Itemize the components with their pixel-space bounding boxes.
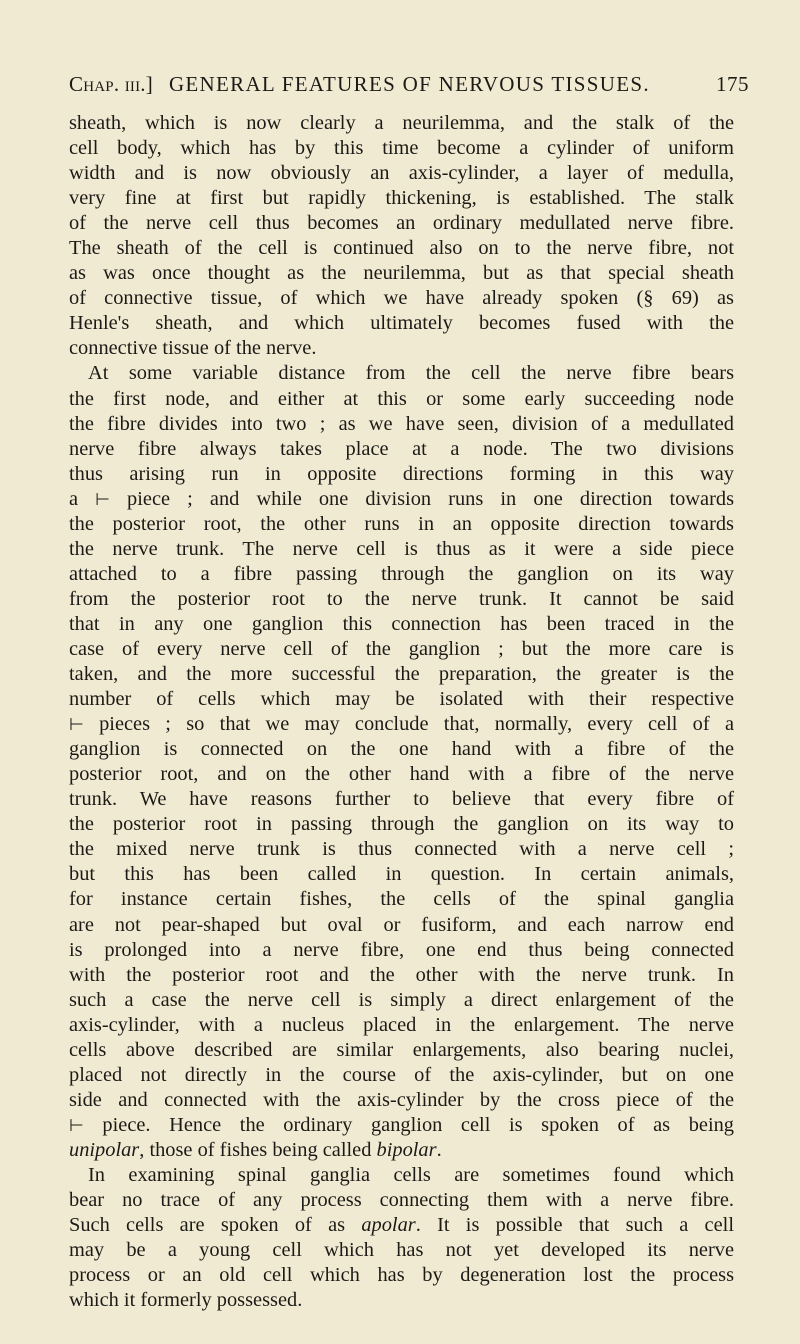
- text-line: [69, 1288, 734, 1313]
- text-run: the posterior root in passing through the ganglion on its way to: [69, 813, 734, 836]
- text-line: [69, 487, 734, 512]
- text-run: . It is possible that such a cell: [415, 1214, 734, 1237]
- text-run: side and connected with the axis-cylinder by the cross piece of the: [69, 1088, 734, 1111]
- text-run: but this has been called in question. In certain animals,: [69, 863, 734, 886]
- text-line: [69, 737, 734, 762]
- text-run: cells above described are similar enlargements, also bearing nuclei,: [69, 1038, 734, 1061]
- text-line: [69, 938, 734, 963]
- text-run: piece. Hence the ordinary ganglion cell is spoken of as being: [83, 1113, 734, 1136]
- text-run: At some variable distance from the cell the nerve fibre bears: [88, 362, 734, 385]
- text-run: of the nerve cell thus becomes an ordinary medullated nerve fibre.: [69, 212, 734, 235]
- text-run: bear no trace of any process connecting them with a nerve fibre.: [69, 1189, 734, 1212]
- text-line: [69, 862, 734, 887]
- text-run: which it formerly possessed.: [69, 1289, 303, 1312]
- t-piece-symbol: ⊢: [69, 1115, 84, 1136]
- text-line: [69, 612, 734, 637]
- text-line: [69, 662, 734, 687]
- text-line: [69, 1163, 734, 1188]
- text-run: with the posterior root and the other with the nerve trunk. In: [69, 963, 734, 986]
- text-line: [69, 311, 734, 336]
- text-run: sheath, which is now clearly a neurilemma, and the stalk of the: [69, 112, 734, 134]
- text-run: the nerve trunk. The nerve cell is thus as it were a side piece: [69, 537, 734, 560]
- body-text: [69, 111, 734, 1313]
- text-run: trunk. We have reasons further to believe that every fibre of: [69, 788, 734, 811]
- italic-term: bipolar: [376, 1138, 437, 1161]
- running-head: [69, 66, 749, 102]
- text-line: [69, 1038, 734, 1063]
- text-run: may be a young cell which has not yet developed its nerve: [69, 1239, 734, 1262]
- text-line: [69, 336, 734, 361]
- text-run: such a case the nerve cell is simply a direct enlargement of the: [69, 988, 734, 1011]
- text-run: nerve fibre always takes place at a node. The two divisions: [69, 437, 734, 460]
- text-line: [69, 1188, 734, 1213]
- page-title: GENERAL FEATURES OF NERVOUS TISSUES.: [168, 72, 650, 96]
- text-run: width and is now obviously an axis-cylinder, a layer of medulla,: [69, 162, 734, 185]
- text-line: [69, 787, 734, 812]
- text-line: [69, 1213, 734, 1238]
- text-line: [69, 1013, 734, 1038]
- text-line: [69, 1088, 734, 1113]
- text-line: [69, 988, 734, 1013]
- text-run: piece ; and while one division runs in one direction towards: [109, 487, 735, 510]
- text-line: [69, 261, 734, 286]
- text-run: , those of fishes being called: [139, 1138, 377, 1161]
- page-number: 175: [716, 72, 749, 96]
- text-run: as was once thought as the neurilemma, but as that special sheath: [69, 262, 734, 285]
- text-line: [69, 1063, 734, 1088]
- text-run: .: [436, 1138, 442, 1161]
- text-run: placed not directly in the course of the axis-cylinder, but on one: [69, 1063, 734, 1086]
- text-line: [69, 963, 734, 988]
- text-run: are not pear-shaped but oval or fusiform, and each narrow end: [69, 913, 734, 936]
- text-run: that in any one ganglion this connection has been traced in the: [69, 612, 734, 635]
- text-run: number of cells which may be isolated with their respective: [69, 688, 734, 711]
- text-line: [69, 361, 734, 386]
- text-run: from the posterior root to the nerve trunk. It cannot be said: [69, 587, 734, 610]
- text-run: The sheath of the cell is continued also on to the nerve fibre, not: [69, 237, 734, 260]
- chapter-label: Chap. iii.]: [69, 72, 153, 96]
- text-line: [69, 161, 734, 186]
- text-run: Such cells are spoken of as: [69, 1214, 362, 1237]
- text-line: [69, 687, 734, 712]
- text-run: attached to a fibre passing through the ganglion on its way: [69, 562, 734, 585]
- text-run: ganglion is connected on the one hand with a fibre of the: [69, 738, 734, 761]
- italic-term: apolar: [361, 1214, 416, 1237]
- text-line: [69, 1138, 734, 1163]
- text-run: taken, and the more successful the preparation, the greater is the: [69, 663, 734, 686]
- t-piece-symbol: ⊢: [69, 715, 84, 736]
- text-line: [69, 812, 734, 837]
- text-run: In examining spinal ganglia cells are sometimes found which: [88, 1163, 734, 1186]
- text-line: [69, 236, 734, 261]
- text-line: [69, 837, 734, 862]
- text-run: axis-cylinder, with a nucleus placed in the enlargement. The nerve: [69, 1013, 734, 1036]
- text-line: [69, 1238, 734, 1263]
- text-line: [69, 387, 734, 412]
- text-run: the mixed nerve trunk is thus connected with a nerve cell ;: [69, 838, 734, 861]
- text-line: [69, 712, 734, 737]
- text-run: is prolonged into a nerve fibre, one end thus being connected: [69, 938, 734, 961]
- t-piece-symbol: ⊢: [95, 489, 110, 510]
- text-line: [69, 111, 734, 136]
- text-run: process or an old cell which has by degeneration lost the process: [69, 1264, 734, 1287]
- text-run: Henle's sheath, and which ultimately becomes fused with the: [69, 312, 734, 335]
- italic-term: unipolar: [69, 1138, 140, 1161]
- text-run: connective tissue of the nerve.: [69, 337, 317, 360]
- text-line: [69, 762, 734, 787]
- text-line: [69, 412, 734, 437]
- text-run: thus arising run in opposite directions forming in this way: [69, 462, 734, 485]
- text-run: cell body, which has by this time become a cylinder of uniform: [69, 137, 734, 160]
- text-line: [69, 562, 734, 587]
- text-line: [69, 512, 734, 537]
- text-run: the fibre divides into two ; as we have seen, division of a medullated: [69, 412, 734, 435]
- text-run: for instance certain fishes, the cells of the spinal ganglia: [69, 888, 734, 911]
- text-run: case of every nerve cell of the ganglion ; but the more care is: [69, 637, 734, 660]
- text-run: the first node, and either at this or some early succeeding node: [69, 387, 734, 410]
- text-line: [69, 887, 734, 912]
- text-run: pieces ; so that we may conclude that, normally, every cell of a: [83, 713, 734, 736]
- text-run: very fine at first but rapidly thickening, is established. The stalk: [69, 187, 734, 210]
- text-line: [69, 462, 734, 487]
- text-line: [69, 1113, 734, 1138]
- text-run: posterior root, and on the other hand with a fibre of the nerve: [69, 763, 734, 786]
- text-run: of connective tissue, of which we have already spoken (§ 69) as: [69, 287, 734, 310]
- text-run: a: [69, 487, 96, 510]
- text-line: [69, 537, 734, 562]
- text-line: [69, 286, 734, 311]
- text-line: [69, 637, 734, 662]
- text-line: [69, 437, 734, 462]
- text-run: the posterior root, the other runs in an opposite direction towards: [69, 512, 734, 535]
- text-line: [69, 211, 734, 236]
- text-line: [69, 1263, 734, 1288]
- text-line: [69, 136, 734, 161]
- text-line: [69, 587, 734, 612]
- text-line: [69, 913, 734, 938]
- text-line: [69, 186, 734, 211]
